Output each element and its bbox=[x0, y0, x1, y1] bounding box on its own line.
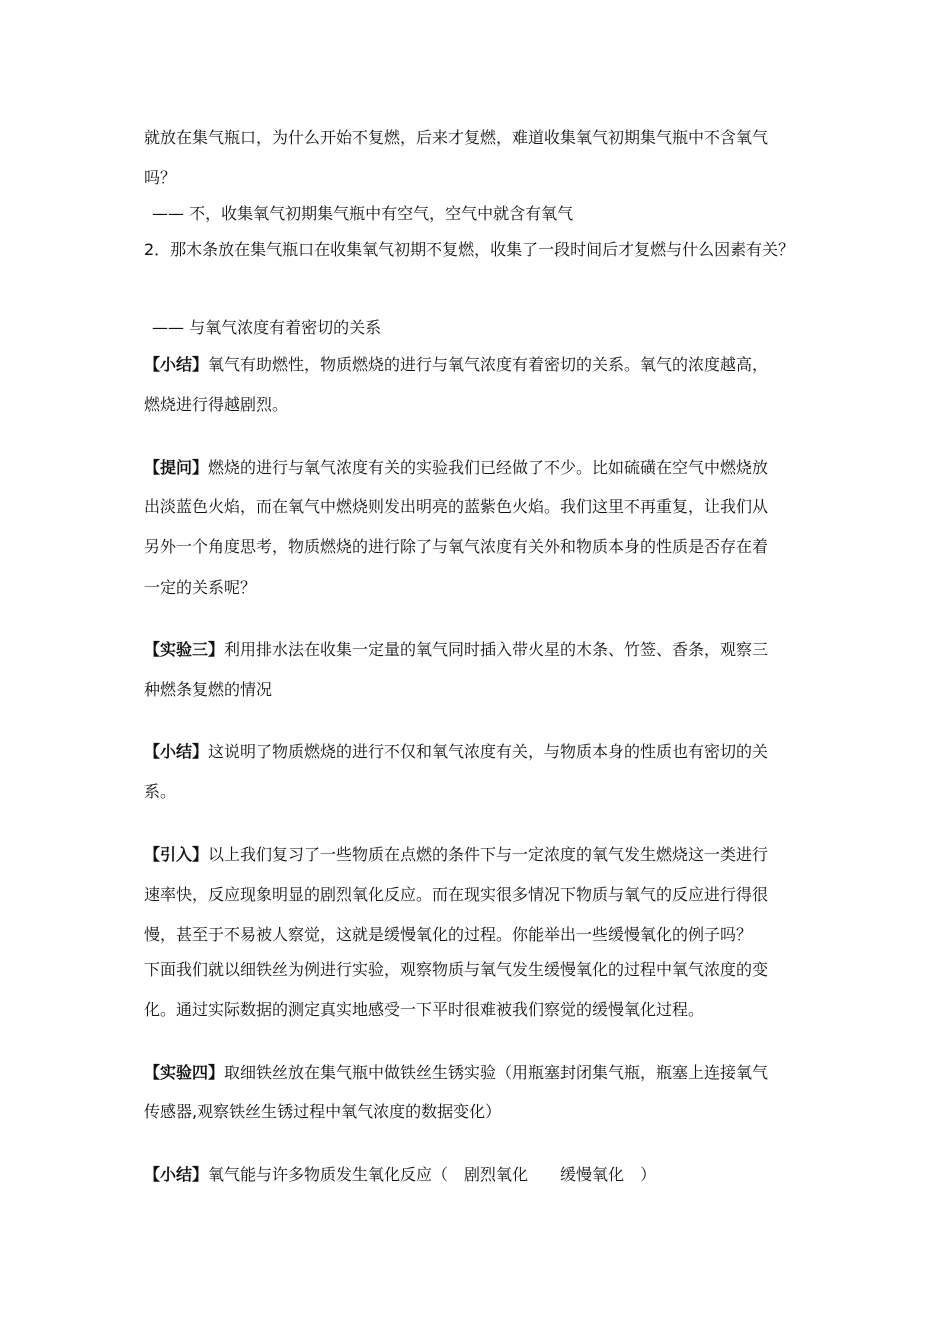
summary-paragraph bbox=[144, 742, 824, 762]
paragraph-text: 取细铁丝放在集气瓶中做铁丝生锈实验（用瓶塞封闭集气瓶，瓶塞上连接氧气 bbox=[224, 1063, 769, 1082]
answer-line: —— 不，收集氧气初期集气瓶中有空气，空气中就含有氧气 bbox=[152, 204, 574, 223]
text-line: 就放在集气瓶口，为什么开始不复燃，后来才复燃，难道收集氧气初期集气瓶中不含氧气 bbox=[144, 128, 769, 147]
summary-paragraph bbox=[144, 1165, 824, 1185]
section-tag: 【引入】 bbox=[144, 845, 209, 864]
intro-paragraph bbox=[144, 845, 824, 865]
experiment-paragraph bbox=[144, 640, 824, 660]
question-line: 2．那木条放在集气瓶口在收集氧气初期不复燃，收集了一段时间后才复燃与什么因素有关？ bbox=[144, 240, 795, 259]
paragraph-text: 氧气能与许多物质发生氧化反应（ bbox=[208, 1165, 449, 1184]
fill-answer: 缓慢氧化 bbox=[560, 1165, 625, 1184]
section-tag: 【实验三】 bbox=[144, 640, 225, 659]
answer-line: —— 与氧气浓度有着密切的关系 bbox=[152, 318, 382, 337]
paragraph-text: 慢，甚至于不易被人察觉，这就是缓慢氧化的过程。你能举出一些缓慢氧化的例子吗？ bbox=[144, 925, 753, 944]
paragraph-text: 燃烧进行得越剧烈。 bbox=[144, 395, 289, 414]
paragraph-text: 种燃条复燃的情况 bbox=[144, 680, 273, 699]
experiment-paragraph bbox=[144, 1063, 824, 1083]
paragraph-text: 一定的关系呢？ bbox=[144, 578, 257, 597]
paragraph-text: ） bbox=[640, 1165, 657, 1184]
summary-paragraph bbox=[144, 355, 824, 375]
paragraph-text: 燃烧的进行与氧气浓度有关的实验我们已经做了不少。比如硫磺在空气中燃烧放 bbox=[208, 458, 769, 477]
paragraph-text: 下面我们就以细铁丝为例进行实验，观察物质与氧气发生缓慢氧化的过程中氧气浓度的变 bbox=[144, 960, 769, 979]
paragraph-text: 传感器,观察铁丝生锈过程中氧气浓度的数据变化） bbox=[144, 1102, 502, 1121]
paragraph-text: 以上我们复习了一些物质在点燃的条件下与一定浓度的氧气发生燃烧这一类进行 bbox=[208, 845, 769, 864]
section-tag: 【小结】 bbox=[144, 742, 209, 761]
paragraph-text: 出淡蓝色火焰，而在氧气中燃烧则发出明亮的蓝紫色火焰。我们这里不再重复，让我们从 bbox=[144, 497, 769, 516]
paragraph-text: 这说明了物质燃烧的进行不仅和氧气浓度有关，与物质本身的性质也有密切的关 bbox=[208, 742, 769, 761]
section-tag: 【小结】 bbox=[144, 1165, 209, 1184]
section-tag: 【提问】 bbox=[144, 458, 209, 477]
paragraph-text: 速率快，反应现象明显的剧烈氧化反应。而在现实很多情况下物质与氧气的反应进行得很 bbox=[144, 885, 769, 904]
paragraph-text: 系。 bbox=[144, 782, 177, 801]
text-line: 吗？ bbox=[144, 168, 177, 187]
question-paragraph bbox=[144, 458, 824, 478]
section-tag: 【实验四】 bbox=[144, 1063, 225, 1082]
fill-answer: 剧烈氧化 bbox=[464, 1165, 529, 1184]
section-tag: 【小结】 bbox=[144, 355, 209, 374]
paragraph-text: 氧气有助燃性，物质燃烧的进行与氧气浓度有着密切的关系。氧气的浓度越高， bbox=[208, 355, 769, 374]
paragraph-text: 利用排水法在收集一定量的氧气同时插入带火星的木条、竹签、香条，观察三 bbox=[224, 640, 769, 659]
paragraph-text: 另外一个角度思考，物质燃烧的进行除了与氧气浓度有关外和物质本身的性质是否存在着 bbox=[144, 537, 769, 556]
paragraph-text: 化。通过实际数据的测定真实地感受一下平时很难被我们察觉的缓慢氧化过程。 bbox=[144, 1000, 705, 1019]
